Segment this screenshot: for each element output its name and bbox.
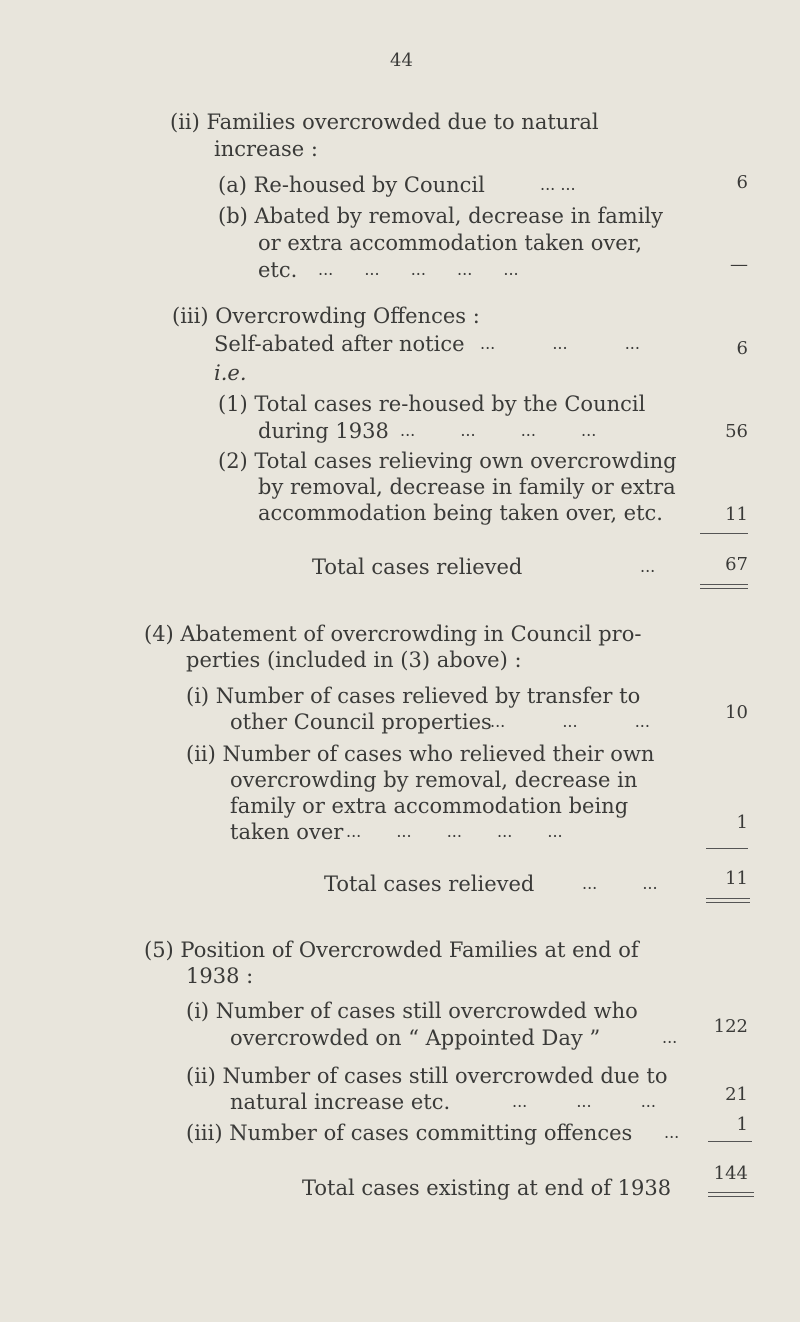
item-b-line2: or extra accommodation taken over,	[258, 231, 643, 255]
section-4-total-label: Total cases relieved	[324, 872, 535, 896]
self-abated-value: 6	[736, 338, 748, 359]
section-iii-total-label: Total cases relieved	[312, 555, 523, 579]
item-a-dots: ... ...	[540, 175, 576, 194]
ie-label: i.e.	[214, 361, 247, 385]
abatement-ii-value: 1	[736, 812, 748, 833]
total-double-rule-4-a	[706, 898, 750, 899]
self-abated-dots: ... ... ...	[480, 334, 640, 353]
item-b-dots: ... ... ... ... ...	[318, 260, 519, 279]
case1-line1: (1) Total cases re-housed by the Council	[218, 392, 646, 416]
section-iii-heading: (iii) Overcrowding Offences :	[172, 304, 480, 328]
section-5-heading-line2: 1938 :	[186, 964, 254, 988]
position-ii-value: 21	[725, 1084, 748, 1105]
page-number: 44	[390, 50, 413, 71]
item-b-line3: etc.	[258, 258, 298, 282]
case2-value: 11	[725, 504, 748, 525]
section-5-heading-line1: (5) Position of Overcrowded Families at end of	[144, 938, 639, 962]
abatement-ii-line4: taken over	[230, 820, 344, 844]
position-iii-label: (iii) Number of cases committing offences	[186, 1121, 633, 1145]
total-double-rule-iii-a	[700, 584, 748, 585]
item-a-label: (a) Re-housed by Council	[218, 173, 485, 197]
position-i-dots: ...	[662, 1028, 678, 1047]
position-iii-dots: ...	[664, 1123, 680, 1142]
section-4-heading-line1: (4) Abatement of overcrowding in Council pro-	[144, 622, 642, 646]
position-ii-line1: (ii) Number of cases still overcrowded due to	[186, 1064, 668, 1088]
abatement-i-value: 10	[725, 702, 748, 723]
position-i-line2: overcrowded on “ Appointed Day ”	[230, 1026, 601, 1050]
abatement-i-line1: (i) Number of cases relieved by transfer to	[186, 684, 641, 708]
subtotal-rule-4	[706, 848, 748, 849]
section-5-total-value: 144	[713, 1163, 748, 1184]
abatement-ii-dots: ... ... ... ... ...	[346, 822, 563, 841]
abatement-ii-line2: overcrowding by removal, decrease in	[230, 768, 638, 792]
abatement-ii-line3: family or extra accommodation being	[230, 794, 629, 818]
section-4-total-value: 11	[725, 868, 748, 889]
total-double-rule-5-a	[708, 1192, 754, 1193]
position-i-value: 122	[713, 1016, 748, 1037]
position-ii-dots: ... ... ...	[512, 1092, 656, 1111]
case1-value: 56	[725, 421, 748, 442]
section-4-total-dots: ... ...	[582, 874, 658, 893]
position-i-line1: (i) Number of cases still overcrowded who	[186, 999, 638, 1023]
item-b-line1: (b) Abated by removal, decrease in family	[218, 204, 663, 228]
case1-dots: ... ... ... ...	[400, 421, 597, 440]
total-double-rule-iii-b	[700, 588, 748, 589]
item-b-value: —	[730, 254, 748, 275]
item-a-value: 6	[736, 172, 748, 193]
self-abated-label: Self-abated after notice	[214, 332, 465, 356]
section-iii-total-dots: ...	[640, 557, 656, 576]
position-ii-line2: natural increase etc.	[230, 1090, 451, 1114]
position-iii-value: 1	[736, 1114, 748, 1135]
abatement-i-line2: other Council properties	[230, 710, 492, 734]
case1-line2: during 1938	[258, 419, 389, 443]
case2-line1: (2) Total cases relieving own overcrowding	[218, 449, 677, 473]
abatement-ii-line1: (ii) Number of cases who relieved their own	[186, 742, 655, 766]
case2-line2: by removal, decrease in family or extra	[258, 475, 676, 499]
total-double-rule-4-b	[706, 902, 750, 903]
section-iii-total-value: 67	[725, 554, 748, 575]
section-ii-heading-line2: increase :	[214, 137, 318, 161]
section-ii-heading-line1: (ii) Families overcrowded due to natural	[170, 110, 599, 134]
case2-line3: accommodation being taken over, etc.	[258, 501, 663, 525]
section-4-heading-line2: perties (included in (3) above) :	[186, 648, 522, 672]
subtotal-rule-iii	[700, 533, 748, 534]
abatement-i-dots: ... ... ...	[490, 712, 650, 731]
section-5-total-label: Total cases existing at end of 1938	[302, 1176, 672, 1200]
total-double-rule-5-b	[708, 1196, 754, 1197]
subtotal-rule-5	[708, 1141, 752, 1142]
